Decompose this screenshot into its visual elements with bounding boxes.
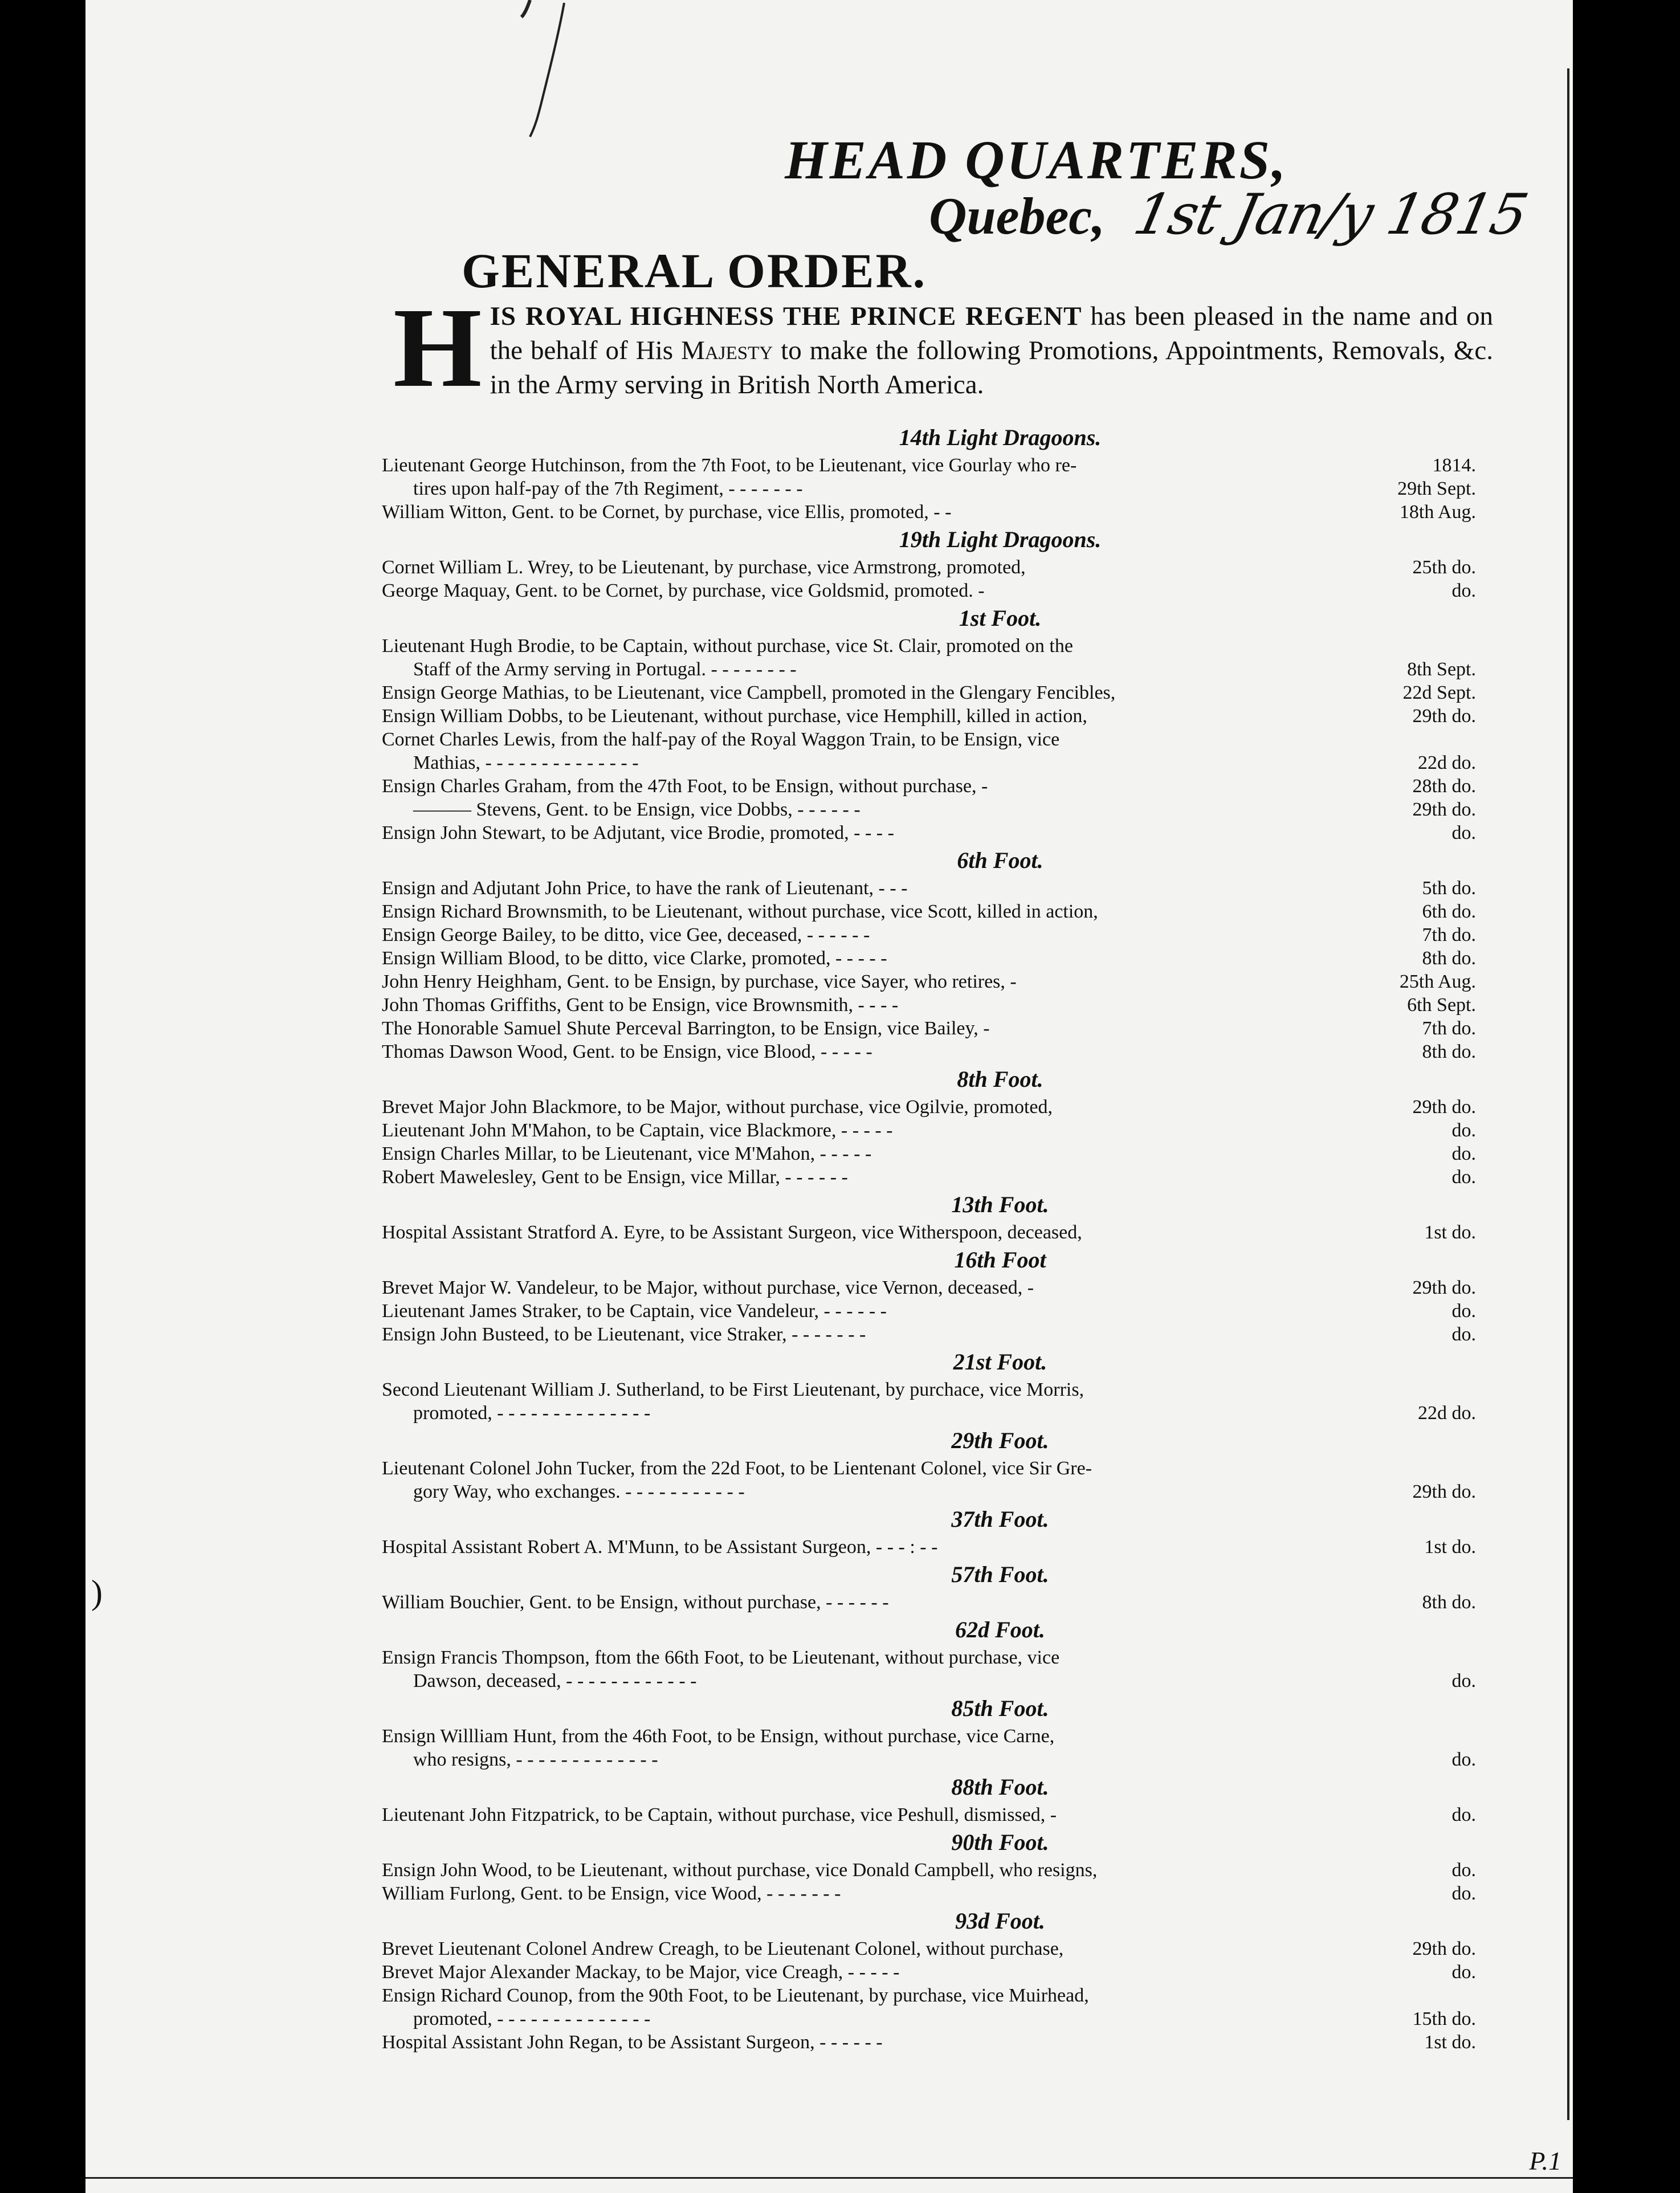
entry-date: 1814. xyxy=(1432,455,1476,476)
entry-text: Ensign Charles Millar, to be Lieutenant, vice M'Mahon, - - - - - xyxy=(382,1143,872,1164)
entry-text: Lieutenant John Fitzpatrick, to be Captain, without purchase, vice Peshull, dismissed, - xyxy=(382,1804,1057,1825)
regiment-heading: 6th Foot. xyxy=(957,847,1043,873)
entry-text: Lieutenant James Straker, to be Captain, vice Vandeleur, - - - - - - xyxy=(382,1301,887,1322)
order-entry-row xyxy=(382,1591,1476,1614)
regiment-heading: 13th Foot. xyxy=(951,1192,1049,1217)
order-entry-row xyxy=(382,1803,1476,1827)
head-quarters-heading: HEAD QUARTERS, xyxy=(785,129,1288,190)
order-entry-row xyxy=(382,579,1476,602)
entry-date: do. xyxy=(1451,1120,1476,1141)
entry-date: 22d Sept. xyxy=(1402,682,1476,703)
order-entry-row xyxy=(382,900,1476,923)
entry-date: 28th do. xyxy=(1412,776,1476,797)
entry-text: promoted, - - - - - - - - - - - - - - xyxy=(413,1403,651,1424)
place-date-line xyxy=(929,182,1533,247)
entry-date: 7th do. xyxy=(1422,1018,1476,1039)
entry-text: Staff of the Army serving in Portugal. - - - - - - - - xyxy=(413,659,797,680)
order-entry-row xyxy=(382,1646,1476,1669)
order-entry-row xyxy=(382,1299,1476,1323)
order-entry-row xyxy=(382,947,1476,970)
order-entry-row xyxy=(382,1937,1476,1960)
entry-text: tires upon half-pay of the 7th Regiment, - - - - - - - xyxy=(413,478,803,499)
entry-date: do. xyxy=(1451,1860,1476,1881)
order-entry-row xyxy=(382,477,1476,500)
order-entry-row xyxy=(382,658,1476,681)
entry-text: John Henry Heighham, Gent. to be Ensign, by purchase, vice Sayer, who retires, - xyxy=(382,971,1017,992)
entry-text: Second Lieutenant William J. Sutherland, to be First Lieutenant, by purchace, vice Morris, xyxy=(382,1379,1084,1400)
entry-date: 29th do. xyxy=(1412,706,1476,727)
intro-text-2: to make the following Promotions, Appointments, Removals, &c. in the Army serving in British North America. xyxy=(490,336,1493,400)
regiment-heading: 16th Foot xyxy=(954,1247,1046,1273)
entry-text: Cornet William L. Wrey, to be Lieutenant, by purchase, vice Armstrong, promoted, xyxy=(382,557,1026,578)
order-entry-row xyxy=(382,1165,1476,1189)
entry-date: 29th do. xyxy=(1412,1277,1476,1298)
entry-text: Ensign William Blood, to be ditto, vice Clarke, promoted, - - - - - xyxy=(382,948,887,969)
order-entry-row xyxy=(382,877,1476,900)
order-entry-row xyxy=(382,993,1476,1017)
regiment-heading: 90th Foot. xyxy=(951,1829,1049,1855)
order-entry-row xyxy=(382,1480,1476,1503)
entry-text: who resigns, - - - - - - - - - - - - - xyxy=(413,1749,658,1770)
order-entry-row xyxy=(382,2031,1476,2054)
entry-date: 6th Sept. xyxy=(1407,994,1476,1016)
order-entry-row xyxy=(382,1040,1476,1063)
entry-text: Ensign Charles Graham, from the 47th Foot, to be Ensign, without purchase, - xyxy=(382,776,988,797)
page-mark: P.1 xyxy=(1529,2146,1561,2175)
entry-date: do. xyxy=(1451,1143,1476,1164)
entry-date: 8th do. xyxy=(1422,948,1476,969)
entry-date: 1st do. xyxy=(1424,1222,1476,1243)
entry-text: ——— Stevens, Gent. to be Ensign, vice Dobbs, - - - - - - xyxy=(413,799,861,820)
entry-date: 15th do. xyxy=(1412,2008,1476,2029)
entry-text: John Thomas Griffiths, Gent to be Ensign, vice Brownsmith, - - - - xyxy=(382,994,899,1016)
order-entry-row xyxy=(382,970,1476,993)
entry-text: Ensign John Wood, to be Lieutenant, without purchase, vice Donald Campbell, who resigns, xyxy=(382,1860,1098,1881)
intro-paragraph xyxy=(393,285,1494,411)
entry-date: 6th do. xyxy=(1422,901,1476,922)
entry-text: William Bouchier, Gent. to be Ensign, without purchase, - - - - - - xyxy=(382,1592,889,1613)
entry-date: 1st do. xyxy=(1424,1536,1476,1558)
entry-date: do. xyxy=(1451,1749,1476,1770)
regiment-heading: 88th Foot. xyxy=(951,1774,1049,1800)
page-edge-line xyxy=(1567,68,1569,2120)
entry-text: Brevet Major John Blackmore, to be Major, without purchase, vice Ogilvie, promoted, xyxy=(382,1096,1053,1118)
order-entry-row xyxy=(382,1323,1476,1346)
entry-date: 8th do. xyxy=(1422,1592,1476,1613)
entry-text: gory Way, who exchanges. - - - - - - - - - - - xyxy=(413,1481,745,1502)
entry-date: do. xyxy=(1451,1962,1476,1983)
regiment-heading: 29th Foot. xyxy=(951,1428,1049,1453)
entry-text: Thomas Dawson Wood, Gent. to be Ensign, vice Blood, - - - - - xyxy=(382,1041,872,1062)
regiment-heading: 85th Foot. xyxy=(951,1695,1049,1721)
entry-text: Ensign Richard Counop, from the 90th Foot, to be Lieutenant, by purchase, vice Muirhead, xyxy=(382,1985,1089,2006)
order-entry-row xyxy=(382,1221,1476,1244)
entry-text: Brevet Lieutenant Colonel Andrew Creagh, to be Lieutenant Colonel, without purchase, xyxy=(382,1938,1064,1959)
entry-text: Ensign George Bailey, to be ditto, vice Gee, deceased, - - - - - - xyxy=(382,924,870,945)
entry-date: do. xyxy=(1451,1883,1476,1904)
entry-text: Lieutenant Hugh Brodie, to be Captain, without purchase, vice St. Clair, promoted on the xyxy=(382,635,1073,657)
order-entry-row xyxy=(382,1276,1476,1299)
entry-date: do. xyxy=(1451,1670,1476,1691)
entry-date: do. xyxy=(1451,1324,1476,1345)
entry-date: 25th Aug. xyxy=(1399,971,1476,992)
entry-text: Lieutenant Colonel John Tucker, from the 22d Foot, to be Lientenant Colonel, vice Sir Gre- xyxy=(382,1458,1092,1479)
entry-text: Lieutenant George Hutchinson, from the 7th Foot, to be Lieutenant, vice Gourlay who re- xyxy=(382,455,1077,476)
order-entry-row xyxy=(382,1017,1476,1040)
regiment-heading: 8th Foot. xyxy=(957,1066,1043,1092)
entry-text: Ensign William Dobbs, to be Lieutenant, without purchase, vice Hemphill, killed in action, xyxy=(382,706,1087,727)
order-entry-row xyxy=(382,1984,1476,2007)
order-entry-row xyxy=(382,1748,1476,1771)
entry-text: George Maquay, Gent. to be Cornet, by purchase, vice Goldsmid, promoted. - xyxy=(382,580,985,601)
entry-date: 22d do. xyxy=(1418,752,1476,773)
entry-text: Ensign Francis Thompson, ftom the 66th Foot, to be Lieutenant, without purchase, vice xyxy=(382,1647,1060,1668)
entry-text: Brevet Major W. Vandeleur, to be Major, without purchase, vice Vernon, deceased, - xyxy=(382,1277,1034,1298)
entry-text: William Witton, Gent. to be Cornet, by purchase, vice Ellis, promoted, - - xyxy=(382,502,952,523)
entry-date: do. xyxy=(1451,1301,1476,1322)
order-entry-row xyxy=(382,821,1476,845)
entry-text: Robert Mawelesley, Gent to be Ensign, vice Millar, - - - - - - xyxy=(382,1167,848,1188)
entry-date: 25th do. xyxy=(1412,557,1476,578)
entry-date: 22d do. xyxy=(1418,1403,1476,1424)
order-entry-row xyxy=(382,1401,1476,1425)
margin-mark: ) xyxy=(91,1574,103,1611)
entry-date: 8th Sept. xyxy=(1407,659,1476,680)
order-entry-row xyxy=(382,1669,1476,1693)
entry-date: do. xyxy=(1451,580,1476,601)
order-entry-row xyxy=(382,1882,1476,1905)
document-page xyxy=(85,0,1573,2193)
entry-date: do. xyxy=(1451,1167,1476,1188)
order-entry-row xyxy=(382,1095,1476,1119)
entry-date: 29th Sept. xyxy=(1397,478,1476,499)
entry-text: Hospital Assistant Robert A. M'Munn, to be Assistant Surgeon, - - - : - - xyxy=(382,1536,938,1558)
entry-text: Ensign John Busteed, to be Lieutenant, vice Straker, - - - - - - - xyxy=(382,1324,866,1345)
entry-date: 5th do. xyxy=(1422,878,1476,899)
intro-caps: IS ROYAL HIGHNESS THE PRINCE REGENT xyxy=(490,301,1082,331)
order-entry-row xyxy=(382,1858,1476,1882)
order-entry-row xyxy=(382,454,1476,477)
order-entry-row xyxy=(382,1142,1476,1165)
entry-text: Ensign John Stewart, to be Adjutant, vice Brodie, promoted, - - - - xyxy=(382,822,894,843)
order-entry-row xyxy=(382,775,1476,798)
order-entry-row xyxy=(382,704,1476,728)
entry-date: do. xyxy=(1451,822,1476,843)
entry-text: Mathias, - - - - - - - - - - - - - - xyxy=(413,752,639,773)
order-entry-row xyxy=(382,681,1476,704)
entry-text: Lieutenant John M'Mahon, to be Captain, vice Blackmore, - - - - - xyxy=(382,1120,893,1141)
place-text: Quebec, xyxy=(929,187,1106,245)
entry-date: 29th do. xyxy=(1412,1096,1476,1118)
regiment-heading: 14th Light Dragoons. xyxy=(899,425,1102,450)
entry-text: Ensign George Mathias, to be Lieutenant, vice Campbell, promoted in the Glengary Fencibles, xyxy=(382,682,1116,703)
regiment-heading: 37th Foot. xyxy=(951,1506,1049,1532)
entry-text: Cornet Charles Lewis, from the half-pay of the Royal Waggon Train, to be Ensign, vice xyxy=(382,729,1060,750)
order-entry-row xyxy=(382,1960,1476,1984)
order-entry-row xyxy=(382,728,1476,751)
regiment-heading: 93d Foot. xyxy=(955,1908,1045,1934)
entry-text: Dawson, deceased, - - - - - - - - - - - - xyxy=(413,1670,697,1691)
regiment-heading: 57th Foot. xyxy=(951,1562,1049,1587)
entry-date: 7th do. xyxy=(1422,924,1476,945)
entry-date: 29th do. xyxy=(1412,799,1476,820)
entry-text: promoted, - - - - - - - - - - - - - - xyxy=(413,2008,651,2029)
intro-majesty: Majesty xyxy=(681,336,773,365)
handwritten-date: 1st Jan/y 1815 xyxy=(1128,182,1533,247)
entry-text: Hospital Assistant John Regan, to be Assistant Surgeon, - - - - - - xyxy=(382,2032,883,2053)
entry-text: Ensign Richard Brownsmith, to be Lieutenant, without purchase, vice Scott, killed in action, xyxy=(382,901,1098,922)
entry-date: 29th do. xyxy=(1412,1938,1476,1959)
regiment-heading: 62d Foot. xyxy=(955,1617,1045,1642)
drop-cap: H xyxy=(393,285,482,411)
order-entry-row xyxy=(382,1535,1476,1559)
entry-date: 1st do. xyxy=(1424,2032,1476,2053)
entry-text: Hospital Assistant Stratford A. Eyre, to be Assistant Surgeon, vice Witherspoon, deceased, xyxy=(382,1222,1082,1243)
order-entry-row xyxy=(382,1378,1476,1401)
entry-text: The Honorable Samuel Shute Perceval Barrington, to be Ensign, vice Bailey, - xyxy=(382,1018,990,1039)
entry-date: 8th do. xyxy=(1422,1041,1476,1062)
order-entry-row xyxy=(382,798,1476,821)
entry-text: William Furlong, Gent. to be Ensign, vice Wood, - - - - - - - xyxy=(382,1883,841,1904)
page-bottom-line xyxy=(85,2177,1573,2179)
order-entry-row xyxy=(382,1457,1476,1480)
order-entry-row xyxy=(382,923,1476,947)
general-order-title: GENERAL ORDER. xyxy=(462,243,927,298)
intro-text-1: has been pleased in the name and on the behalf of His xyxy=(490,301,1494,365)
order-entries xyxy=(382,422,1476,2054)
order-entry-row xyxy=(382,1119,1476,1142)
regiment-heading: 1st Foot. xyxy=(959,605,1042,631)
order-entry-row xyxy=(382,634,1476,658)
order-entry-row xyxy=(382,751,1476,775)
order-entry-row xyxy=(382,2007,1476,2031)
entry-text: Ensign and Adjutant John Price, to have the rank of Lieutenant, - - - xyxy=(382,878,908,899)
entry-date: 18th Aug. xyxy=(1399,502,1476,523)
regiment-heading: 19th Light Dragoons. xyxy=(899,527,1102,552)
entry-text: Ensign Willliam Hunt, from the 46th Foot, to be Ensign, without purchase, vice Carne, xyxy=(382,1726,1055,1747)
entry-text: Brevet Major Alexander Mackay, to be Major, vice Creagh, - - - - - xyxy=(382,1962,900,1983)
order-entry-row xyxy=(382,556,1476,579)
regiment-heading: 21st Foot. xyxy=(953,1349,1047,1375)
entry-date: do. xyxy=(1451,1804,1476,1825)
pen-scribble-mark xyxy=(496,0,598,148)
entry-date: 29th do. xyxy=(1412,1481,1476,1502)
order-entry-row xyxy=(382,500,1476,524)
order-entry-row xyxy=(382,1725,1476,1748)
